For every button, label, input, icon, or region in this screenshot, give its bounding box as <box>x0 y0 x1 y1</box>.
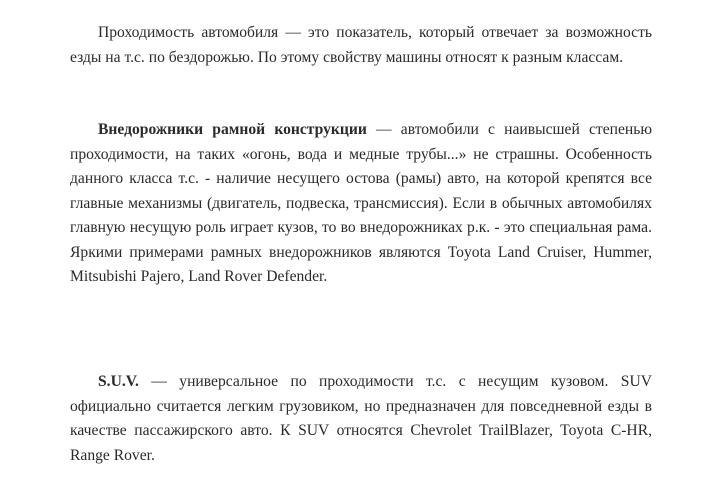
cropped-heading-fragment <box>70 0 652 2</box>
paragraph-frame-suv-text: — автомобили с наивысшей степенью проходимости, на таких «огонь, вода и медные трубы...» не страшны. Особенность данного класса т.с. - наличие несущего остова (рамы) авто, на которой крепятся все главные механизмы (двигатель, подвеска, трансмиссия). Если в обычных автомобилях главную несущую роль играет кузов, то во внедорожниках р.к. - это специальная рама. Яркими примерами рамных внедорожников являются Toyota Land Cruiser, Hummer, Mitsubishi Pajero, Land Rover Defender. <box>70 121 652 285</box>
paragraph-intro-text: Проходимость автомобиля — это показатель, который отвечает за возможность езды на т.с. по бездорожью. По этому свойству машины относят к разным классам. <box>70 24 652 66</box>
paragraph-suv <box>70 370 652 468</box>
term-suv: S.U.V. <box>98 373 139 390</box>
paragraph-suv-text: — универсальное по проходимости т.с. с несущим кузовом. SUV официально считается легким грузовиком, но предназначен для повседневной езды в качестве пассажирского авто. К SUV относятся Chevrolet TrailBlazer, Toyota C-HR, Range Rover. <box>70 373 652 464</box>
paragraph-frame-suv <box>70 118 652 290</box>
paragraph-intro <box>70 21 652 70</box>
term-frame-suv: Внедорожники рамной конструкции <box>98 121 367 138</box>
